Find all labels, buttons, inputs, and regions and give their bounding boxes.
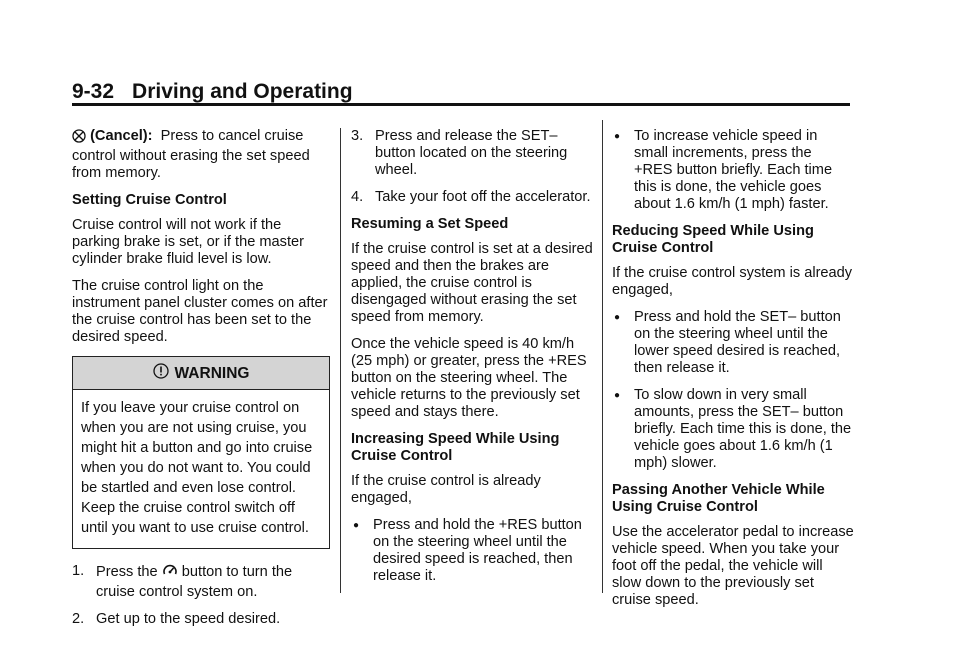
column-2 [351, 128, 596, 595]
cancel-paragraph [72, 128, 330, 182]
resume-paragraph-2: Once the vehicle speed is 40 km/h (25 mph) or greater, press the +RES button on the steering wheel. The vehicle returns to the previously set speed and stays there. [351, 336, 587, 420]
section-title: Driving and Operating [132, 80, 353, 103]
cancel-icon [72, 129, 86, 148]
warning-box [72, 356, 330, 549]
warning-header [73, 357, 329, 390]
step-1-text-post: button to turn the cruise control system on. [96, 564, 293, 600]
step-number: 2. [72, 611, 85, 627]
increase-bullet-2: To increase vehicle speed in small increments, press the +RES button briefly. Each time this is done, the vehicle goes about 1.6 km/h (1 mph) faster. [634, 128, 833, 212]
step-number: 1. [72, 563, 85, 579]
column-1 [72, 128, 330, 638]
step-3 [351, 128, 596, 179]
increase-heading: Increasing Speed While Using Cruise Control [351, 431, 560, 464]
reduce-bullet-2: To slow down in very small amounts, press the SET– button briefly. Each time this is done, the vehicle goes about 1.6 km/h (1 mph) slower. [634, 387, 852, 471]
reduce-heading: Reducing Speed While Using Cruise Control [612, 223, 814, 256]
list-item [612, 387, 854, 472]
setting-heading: Setting Cruise Control [72, 192, 227, 208]
reduce-paragraph-1: If the cruise control system is already engaged, [612, 265, 853, 298]
increase-bullet-1: Press and hold the +RES button on the steering wheel until the desired speed is reached, then release it. [373, 517, 582, 584]
header-rule [72, 103, 850, 106]
cancel-label: (Cancel): [90, 128, 153, 144]
step-3-text: Press and release the SET– button located on the steering wheel. [375, 128, 568, 178]
step-4 [351, 189, 596, 206]
column-3 [612, 128, 854, 619]
step-number: 3. [351, 128, 364, 144]
column-divider-1 [340, 128, 341, 593]
cruise-on-icon [162, 563, 178, 584]
warning-text: If you leave your cruise control on when you are not using cruise, you might hit a button and go into cruise when you do not want to. You could be startled and even lose control. Keep the cruise control switch off until you want to use cruise control. [81, 400, 313, 536]
step-number: 4. [351, 189, 364, 205]
passing-paragraph-1: Use the accelerator pedal to increase vehicle speed. When you take your foot off the pedal, the vehicle will slow down to the previously set cruise speed. [612, 524, 854, 608]
step-2-text: Get up to the speed desired. [96, 611, 281, 627]
setting-paragraph-2: The cruise control light on the instrument panel cluster comes on after the cruise control has been set to the desired speed. [72, 278, 328, 345]
passing-heading: Passing Another Vehicle While Using Cruise Control [612, 482, 825, 515]
resume-heading: Resuming a Set Speed [351, 216, 509, 232]
step-1 [72, 563, 330, 601]
resume-paragraph-1: If the cruise control is set at a desired speed and then the brakes are applied, the cruise control is disengaged without erasing the set speed from memory. [351, 241, 593, 325]
warning-title: WARNING [174, 364, 250, 382]
increase-paragraph-1: If the cruise control is already engaged, [351, 473, 541, 506]
step-2 [72, 611, 330, 628]
setting-paragraph-1: Cruise control will not work if the parking brake is set, or if the master cylinder brake fluid level is low. [72, 217, 304, 267]
list-item [351, 517, 596, 585]
step-4-text: Take your foot off the accelerator. [375, 189, 591, 205]
column-divider-2 [602, 120, 603, 593]
bullet-icon: ● [353, 520, 360, 531]
bullet-icon: ● [614, 131, 621, 142]
list-item [612, 309, 854, 377]
page-number: 9-32 [72, 80, 115, 103]
page-header [72, 80, 353, 104]
list-item [612, 128, 854, 213]
bullet-icon: ● [614, 312, 621, 323]
reduce-bullet-1: Press and hold the SET– button on the steering wheel until the lower speed desired is reached, then release it. [634, 309, 841, 376]
step-1-text-pre: Press the [96, 564, 158, 580]
bullet-icon: ● [614, 390, 621, 401]
cancel-text: Press to cancel cruise control without erasing the set speed from memory. [72, 128, 310, 181]
warning-icon [153, 363, 175, 383]
